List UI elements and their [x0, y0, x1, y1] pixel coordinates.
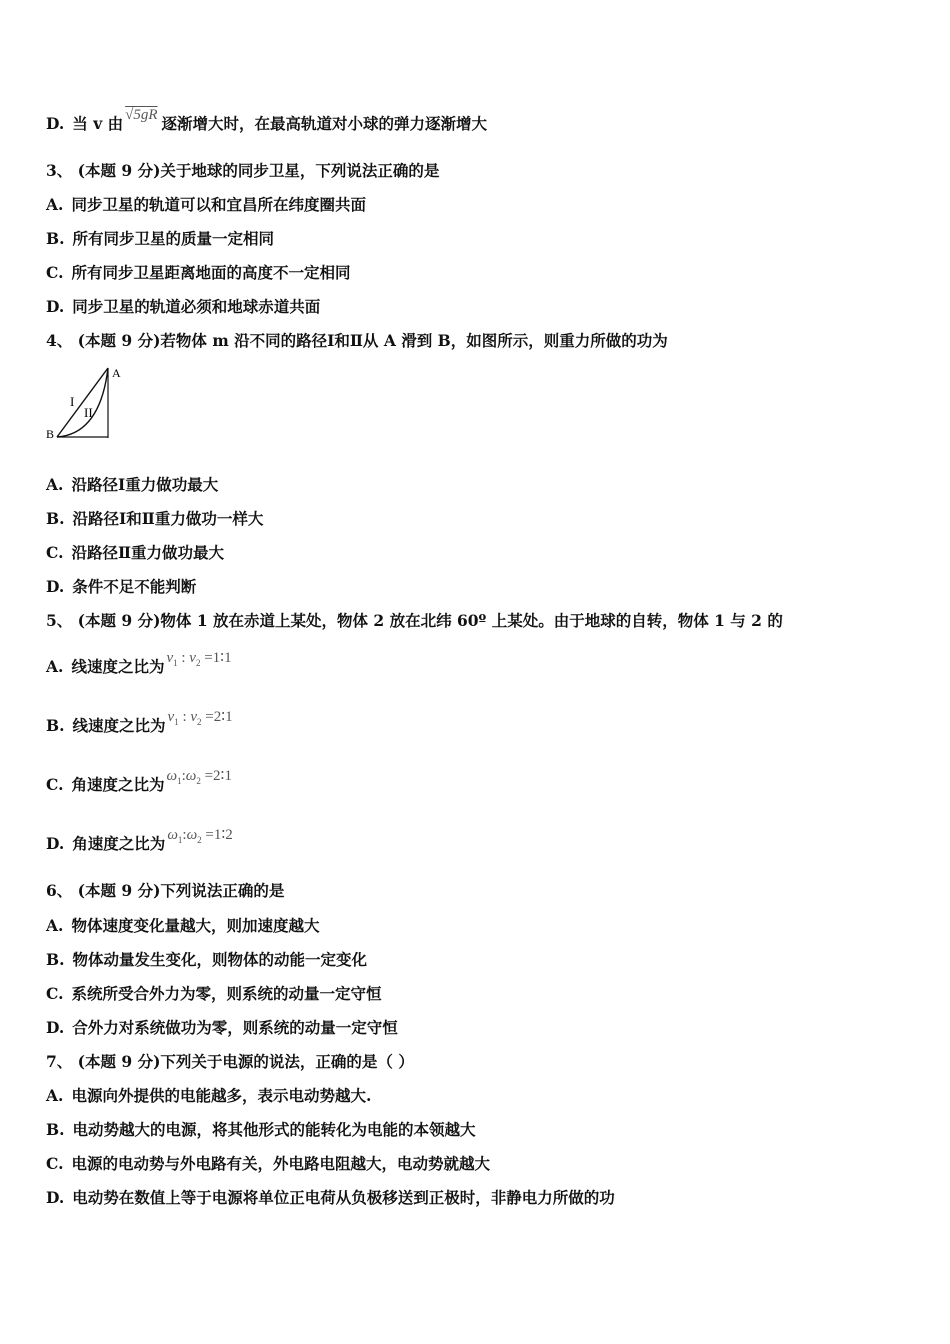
- q4-stem: 4、 (本题 9 分)若物体 m 沿不同的路径Ⅰ和Ⅱ从 A 滑到 B，如图所示，则重力所做的功为: [46, 331, 668, 350]
- q6-stem: 6、 (本题 9 分)下列说法正确的是: [46, 881, 285, 900]
- option-label: D.: [46, 114, 65, 133]
- label-a: A: [112, 366, 121, 380]
- ratio-formula: $\omega_1:\omega_2$ =2∶1: [166, 768, 232, 786]
- q3-option-c: C. 所有同步卫星距离地面的高度不一定相同: [46, 263, 351, 282]
- q7-option-a: A. 电源向外提供的电能越多，表示电动势越大.: [46, 1086, 372, 1105]
- q7-option-b: B. 电动势越大的电源，将其他形式的能转化为电能的本领越大: [46, 1120, 476, 1139]
- q6-option-c: C. 系统所受合外力为零，则系统的动量一定守恒: [46, 984, 382, 1003]
- q6-option-d: D. 合外力对系统做功为零，则系统的动量一定守恒: [46, 1018, 398, 1037]
- q4-option-b: B. 沿路径Ⅰ和Ⅱ重力做功一样大: [46, 509, 264, 528]
- ratio-formula: $v_1$ : $v_2$ =1∶1: [166, 650, 232, 668]
- ratio-formula: $\omega_1:\omega_2$ =1∶2: [167, 827, 233, 845]
- q2-option-d: [46, 107, 488, 135]
- q5-stem: 5、 (本题 9 分)物体 1 放在赤道上某处，物体 2 放在北纬 60º 上某处。由于地球的自转，物体 1 与 2 的: [46, 611, 783, 630]
- path-diagram: [40, 362, 130, 447]
- label-b: B: [46, 427, 55, 441]
- q5-option-d: D. 角速度之比为 $\omega_1:\omega_2$ =1∶2: [46, 827, 233, 853]
- q5-option-b: B. 线速度之比为 $v_1$ : $v_2$ =2∶1: [46, 709, 233, 735]
- q3-stem: 3、 (本题 9 分)关于地球的同步卫星，下列说法正确的是: [46, 161, 440, 180]
- q3-option-a: A. 同步卫星的轨道可以和宜昌所在纬度圈共面: [46, 195, 366, 214]
- q6-option-b: B. 物体动量发生变化，则物体的动能一定变化: [46, 950, 368, 969]
- option-text-pre: 当 v 由: [72, 114, 124, 133]
- q7-option-d: D. 电动势在数值上等于电源将单位正电荷从负极移送到正极时，非静电力所做的功: [46, 1188, 615, 1207]
- q7-option-c: C. 电源的电动势与外电路有关，外电路电阻越大，电动势就越大: [46, 1154, 490, 1173]
- q3-option-b: B. 所有同步卫星的质量一定相同: [46, 229, 275, 248]
- q5-option-c: C. 角速度之比为 $\omega_1:\omega_2$ =2∶1: [46, 768, 232, 794]
- q3-option-d: D. 同步卫星的轨道必须和地球赤道共面: [46, 297, 321, 316]
- sqrt-5gR-formula: √5gR: [125, 107, 158, 123]
- q6-option-a: A. 物体速度变化量越大，则加速度越大: [46, 916, 320, 935]
- q4-option-a: A. 沿路径Ⅰ重力做功最大: [46, 475, 219, 494]
- ratio-formula: $v_1$ : $v_2$ =2∶1: [167, 709, 233, 727]
- q4-option-d: D. 条件不足不能判断: [46, 577, 197, 596]
- q5-option-a: A. 线速度之比为 $v_1$ : $v_2$ =1∶1: [46, 650, 232, 676]
- label-path-ii: II: [84, 405, 93, 420]
- label-path-i: I: [70, 394, 75, 409]
- q4-option-c: C. 沿路径Ⅱ重力做功最大: [46, 543, 225, 562]
- q7-stem: 7、 (本题 9 分)下列关于电源的说法，正确的是（ ）: [46, 1052, 414, 1071]
- option-text-post: 逐渐增大时，在最高轨道对小球的弹力逐渐增大: [161, 114, 488, 133]
